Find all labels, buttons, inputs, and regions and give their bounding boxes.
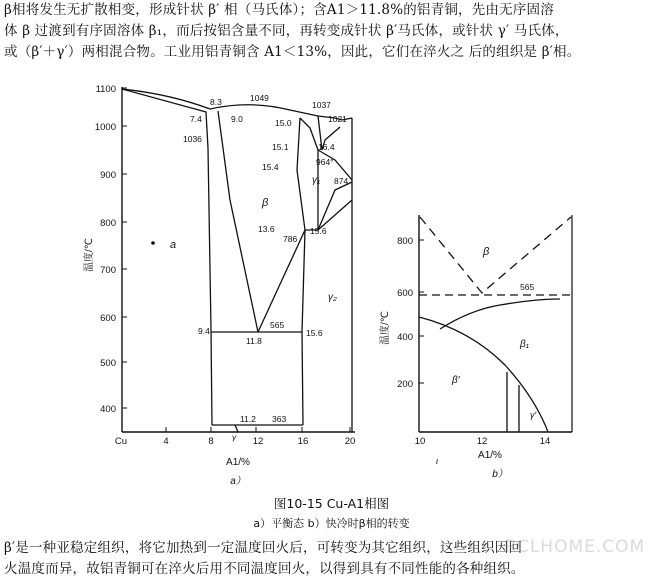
fig-b-beta-prime-curve xyxy=(419,317,548,432)
fig-a-y-tick: 800 xyxy=(100,218,116,229)
fig-b-phase-label: β′ xyxy=(452,375,460,386)
annotation: 1037 xyxy=(312,100,331,110)
annotation: 15.1 xyxy=(272,142,289,152)
fig-b-x-tick: 14 xyxy=(539,436,551,447)
fig-b-panel-label: b） xyxy=(492,469,508,480)
figure-caption-title: 图10-15 Cu-A1相图 xyxy=(273,496,390,511)
fig-b-x-axis-label: A1/% xyxy=(478,450,502,461)
annotation: 13.6 xyxy=(258,224,275,234)
fig-a-y-axis-label: 温度/℃ xyxy=(84,237,95,273)
annotation: γ xyxy=(232,432,237,442)
fig-b-y-tick: 400 xyxy=(397,332,413,343)
annotation: 8.3 xyxy=(210,97,222,107)
annotation: 11.8 xyxy=(246,336,262,346)
fig-b-phase-label: γ′ xyxy=(530,410,537,420)
annotation: 11.2 xyxy=(240,414,256,424)
fig-b-annotation: 565 xyxy=(520,282,535,292)
fig-b-y-axis-label: 温度/℃ xyxy=(380,310,391,346)
annotation: 786 xyxy=(283,234,298,244)
fig-a-y-tick-marks xyxy=(122,88,350,432)
fig-a-y-tick: 400 xyxy=(100,404,116,415)
annotation: 565 xyxy=(270,320,285,330)
text-line: 火温度而异，故铝青铜可在淬火后用不同温度回火，以得到具有不同性能的各种组织。 xyxy=(4,561,525,577)
figure-caption-subtitle: a）平衡态 b）快冷时β相的转变 xyxy=(253,517,410,530)
fig-b-y-tick: 200 xyxy=(397,379,413,390)
fig-a-y-tick: 500 xyxy=(100,358,116,369)
text-line: β相将发生无扩散相变，形成针状 β′ 相（马氏体）；含A1＞11.8%的铝青铜，先由无序固溶 xyxy=(4,2,554,18)
annotation: 15.0 xyxy=(275,118,292,128)
fig-a-y-tick: 1000 xyxy=(94,122,116,133)
fig-a-x-tick: 4 xyxy=(163,436,169,447)
text-line: 体 β 过渡到有序固溶体 β₁，而后按铝含量不同，再转变成针状 β′马氏体，或针状 γ′ 马氏体， xyxy=(4,23,569,39)
figure-b xyxy=(378,215,572,480)
fig-a-beta-left xyxy=(218,111,258,332)
fig-b-curves xyxy=(419,217,572,432)
fig-a-y-tick: 1100 xyxy=(95,84,116,95)
annotation: 9.0 xyxy=(231,114,243,124)
fig-b-x-tick: 12 xyxy=(476,436,488,447)
annotation: 363 xyxy=(272,414,287,424)
fig-a-panel-label: a） xyxy=(230,476,246,487)
fig-a-x-tick: 12 xyxy=(252,436,264,447)
fig-a-phase-label: γ₁ xyxy=(312,175,321,186)
fig-a-x-tick: 20 xyxy=(344,436,356,447)
fig-a-x-tick: Cu xyxy=(114,436,128,447)
fig-b-mark: ι xyxy=(436,456,438,466)
annotation: 1049 xyxy=(250,93,269,103)
fig-b-x-tick: 10 xyxy=(414,436,426,447)
fig-b-y-tick: 600 xyxy=(397,288,413,299)
annotation: 7.4 xyxy=(190,114,202,124)
annotation: 1021 xyxy=(328,114,347,124)
fig-a-phase-label: a xyxy=(170,239,177,251)
fig-b-beta-v-curve xyxy=(420,217,571,293)
fig-a-x-axis-label: A1/% xyxy=(226,457,250,468)
annotation: 15.6 xyxy=(310,226,327,236)
fig-b-phase-label: β₁ xyxy=(520,339,529,350)
text-line: β′是一种亚稳定组织，将它加热到一定温度回火后，可转变为其它组织，这些组织因回 xyxy=(4,540,523,556)
figure-a xyxy=(82,84,355,487)
fig-a-x-tick: 16 xyxy=(297,436,309,447)
fig-a-phase-label: β xyxy=(262,197,269,209)
watermark: RCLHOME.COM xyxy=(505,537,646,557)
text-line: 或（β′＋γ′）两相混合物。工业用铝青铜含 A1＜13%，因此，它们在淬火之 后的组织是 β′相。 xyxy=(4,44,581,60)
annotation: 9.4 xyxy=(198,326,210,336)
fig-b-beta1-curve xyxy=(440,299,560,329)
annotation: 964° xyxy=(316,157,334,167)
annotation: 874 xyxy=(334,176,349,186)
fig-a-phase-label: γ₂ xyxy=(328,292,337,303)
annotation: 16.4 xyxy=(318,142,335,152)
fig-a-y-tick: 900 xyxy=(100,170,116,181)
annotation: 1036 xyxy=(183,134,202,144)
annotation: 15.4 xyxy=(262,162,279,172)
fig-a-dot xyxy=(151,241,155,245)
fig-a-x-tick: 8 xyxy=(208,436,214,447)
annotation: 15.6 xyxy=(306,328,323,338)
fig-a-y-tick: 700 xyxy=(100,265,116,276)
fig-a-y-tick: 600 xyxy=(100,313,116,324)
fig-b-y-tick: 800 xyxy=(397,236,413,247)
fig-b-phase-label: β xyxy=(483,246,490,258)
fig-a-phase-boundaries xyxy=(122,89,352,432)
